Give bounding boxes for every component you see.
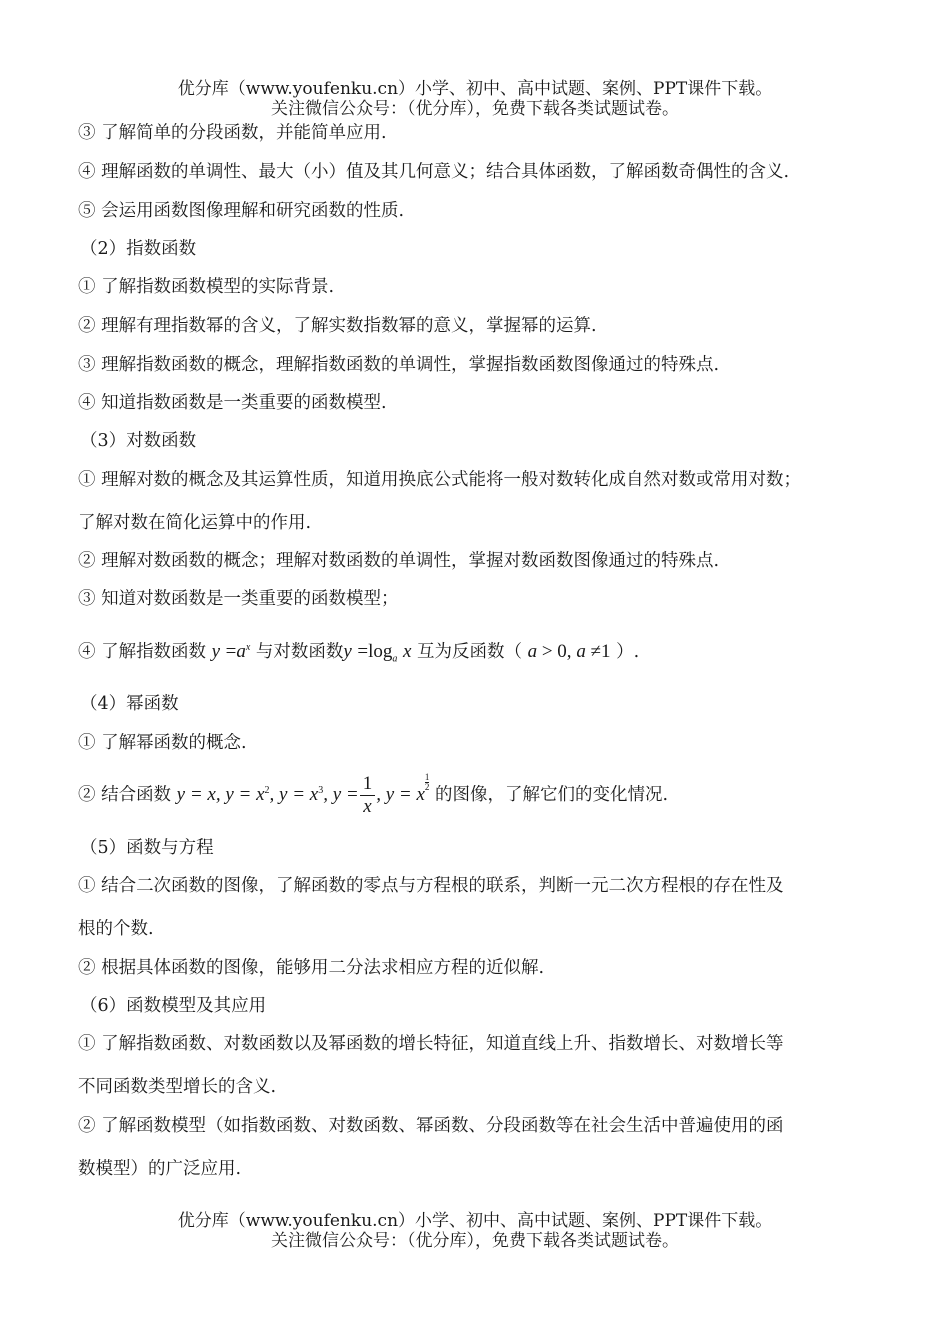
page-header-line-1: 优分库（www.youfenku.cn）小学、初中、高中试题、案例、PPT课件下载。 <box>177 79 773 99</box>
item-piecewise: ③ 了解简单的分段函数，并能简单应用. <box>78 123 387 143</box>
math-cond-ne: ≠1 <box>585 641 611 662</box>
page-footer-line-2: 关注微信公众号：（优分库），免费下载各类试题试卷。 <box>271 1231 679 1251</box>
item-zeros-roots: ① 结合二次函数的图像，了解函数的零点与方程根的联系，判断一元二次方程根的存在性及 <box>78 876 784 896</box>
math-equals: = <box>225 641 237 662</box>
item-graph-properties: ⑤ 会运用函数图像理解和研究函数的性质. <box>78 201 405 221</box>
item-applications-cont: 数模型）的广泛应用. <box>78 1159 242 1179</box>
item-monotonicity: ④ 理解函数的单调性、最大（小）值及其几何意义；结合具体函数，了解函数奇偶性的含义. <box>78 162 790 182</box>
item-bisection: ② 根据具体函数的图像，能够用二分法求相应方程的近似解. <box>78 958 545 978</box>
math-log-arg: x <box>403 641 412 662</box>
math-exp-2: 2 <box>264 785 270 797</box>
item-exp-background: ① 了解指数函数模型的实际背景. <box>78 277 335 297</box>
item-power-graphs <box>78 768 668 822</box>
math-power-list-2: , y = x <box>269 784 319 805</box>
section-logarithmic: （3）对数函数 <box>80 431 197 451</box>
math-exp-half <box>425 773 430 792</box>
item-growth: ① 了解指数函数、对数函数以及幂函数的增长特征，知道直线上升、指数增长、对数增长等 <box>78 1034 784 1054</box>
item-log-concept-cont: 了解对数在简化运算中的作用. <box>78 513 312 533</box>
math-exponent-x: x <box>245 642 251 654</box>
math-y-2: y <box>343 641 352 662</box>
math-cond-a: a <box>527 641 538 662</box>
item-growth-cont: 不同函数类型增长的含义. <box>78 1077 277 1097</box>
item-log-concept: ① 理解对数的概念及其运算性质，知道用换底公式能将一般对数转化成自然对数或常用对数； <box>78 470 802 490</box>
math-power-list-3: , y = <box>323 784 359 805</box>
math-cond-a2: a <box>576 641 586 662</box>
math-power-list-4: , y = x <box>376 784 425 805</box>
inverse-text-2: 与对数函数 <box>255 642 344 662</box>
inverse-text-3: 互为反函数（ <box>417 642 523 662</box>
fraction-numerator: 1 <box>360 773 376 796</box>
inverse-text-4: ）. <box>616 642 640 662</box>
item-power-concept: ① 了解幂函数的概念. <box>78 733 247 753</box>
section-power: （4）幂函数 <box>80 694 179 714</box>
math-a: a <box>236 641 246 662</box>
half-numerator: 1 <box>424 772 430 782</box>
page-footer-line-1: 优分库（www.youfenku.cn）小学、初中、高中试题、案例、PPT课件下载。 <box>177 1211 773 1231</box>
math-log-base: a <box>392 653 398 665</box>
math-power-list-1: y = x, y = x <box>176 784 265 805</box>
item-applications: ② 了解函数模型（如指数函数、对数函数、幂函数、分段函数等在社会生活中普遍使用的函 <box>78 1116 784 1136</box>
item-exp-powers: ② 理解有理指数幂的含义，了解实数指数幂的意义，掌握幂的运算. <box>78 316 597 336</box>
item-exp-concept: ③ 理解指数函数的概念，理解指数函数的单调性，掌握指数函数图像通过的特殊点. <box>78 355 720 375</box>
item-zeros-roots-cont: 根的个数. <box>78 919 154 939</box>
math-cond-gt: > 0, <box>537 641 577 662</box>
item-log-function: ② 理解对数函数的概念；理解对数函数的单调性，掌握对数函数图像通过的特殊点. <box>78 551 720 571</box>
item-inverse-functions <box>78 640 639 664</box>
section-equations: （5）函数与方程 <box>80 838 214 858</box>
item-log-model: ③ 知道对数函数是一类重要的函数模型； <box>78 589 399 609</box>
math-exp-3: 3 <box>318 785 324 797</box>
section-models: （6）函数模型及其应用 <box>80 996 267 1016</box>
half-denominator: 2 <box>424 782 430 792</box>
power-text-1: ② 结合函数 <box>78 785 172 805</box>
math-equals-2: = <box>357 641 369 662</box>
math-log: log <box>368 641 393 662</box>
math-fraction-one-over-x <box>360 773 376 818</box>
page-header-line-2: 关注微信公众号：（优分库），免费下载各类试题试卷。 <box>271 99 679 119</box>
power-text-2: 的图像，了解它们的变化情况. <box>434 785 669 805</box>
section-exponential: （2）指数函数 <box>80 239 197 259</box>
math-y: y <box>211 641 221 662</box>
fraction-denominator: x <box>363 796 372 817</box>
inverse-text-1: ④ 了解指数函数 <box>78 642 207 662</box>
item-exp-model: ④ 知道指数函数是一类重要的函数模型. <box>78 393 387 413</box>
